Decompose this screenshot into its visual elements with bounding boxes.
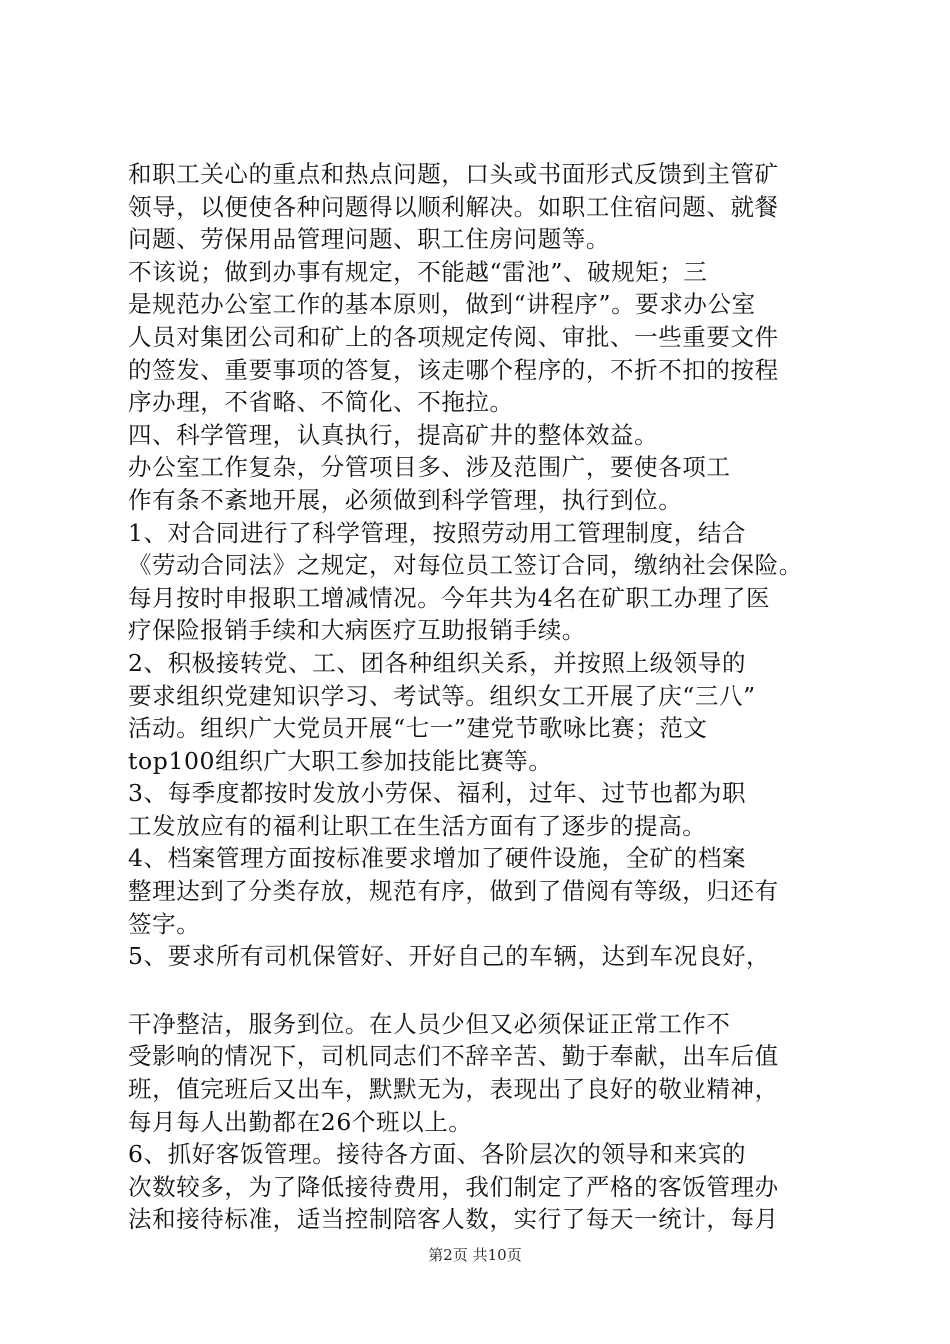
text-line: 每月每人出勤都在26个班以上。: [128, 1107, 473, 1136]
text-line: 办公室工作复杂，分管项目多、涉及范围广，要使各项工: [128, 453, 731, 482]
text-line: 受影响的情况下，司机同志们不辞辛苦、勤于奉献，出车后值: [128, 1042, 779, 1071]
text-line: 2、积极接转党、工、团各种组织关系，并按照上级领导的: [128, 648, 747, 677]
text-line: 不该说；做到办事有规定，不能越“雷池”、破规矩；三: [128, 257, 708, 286]
page-number-footer: 第2页 共10页: [428, 1246, 522, 1264]
text-line: 5、要求所有司机保管好、开好自己的车辆，达到车况良好，: [128, 942, 771, 971]
text-line: 《劳动合同法》之规定，对每位员工签订合同，缴纳社会保险。: [128, 551, 803, 580]
text-line: 4、档案管理方面按标准要求增加了硬件设施，全矿的档案: [128, 844, 747, 873]
text-line: 干净整洁，服务到位。在人员少但又必须保证正常工作不: [128, 1009, 731, 1038]
text-line: 序办理，不省略、不简化、不拖拉。: [128, 388, 514, 417]
paragraph-gap: [128, 973, 848, 1008]
text-line: 和职工关心的重点和热点问题，口头或书面形式反馈到主管矿: [128, 160, 779, 188]
text-line: 作有条不紊地开展，必须做到科学管理，执行到位。: [128, 485, 683, 514]
text-line: 每月按时申报职工增减情况。今年共为4名在矿职工办理了医: [128, 583, 771, 612]
text-line: 次数较多，为了降低接待费用，我们制定了严格的客饭管理办: [128, 1172, 779, 1201]
text-line: 疗保险报销手续和大病医疗互助报销手续。: [128, 616, 586, 645]
text-line: 签字。: [128, 909, 201, 938]
text-line: 人员对集团公司和矿上的各项规定传阅、审批、一些重要文件: [128, 322, 779, 351]
text-line: 问题、劳保用品管理问题、职工住房问题等。: [128, 225, 610, 254]
text-line: 1、对合同进行了科学管理，按照劳动用工管理制度，结合: [128, 518, 747, 547]
text-line: 6、抓好客饭管理。接待各方面、各阶层次的领导和来宾的: [128, 1140, 747, 1169]
text-line: 班，值完班后又出车，默默无为，表现出了良好的敬业精神，: [128, 1075, 779, 1104]
text-line: top100组织广大职工参加技能比赛等。: [128, 746, 553, 775]
text-line: 的签发、重要事项的答复，该走哪个程序的，不折不扣的按程: [128, 355, 779, 384]
text-line: 工发放应有的福利让职工在生活方面有了逐步的提高。: [128, 811, 707, 840]
document-body: [128, 158, 848, 1236]
text-line: 是规范办公室工作的基本原则，做到“讲程序”。要求办公室: [128, 290, 756, 319]
text-line: 要求组织党建知识学习、考试等。组织女工开展了庆“三八”: [128, 681, 756, 710]
section-heading: 四、科学管理，认真执行，提高矿井的整体效益。: [128, 420, 659, 449]
text-line: 整理达到了分类存放，规范有序，做到了借阅有等级，归还有: [128, 877, 779, 906]
text-line: 法和接待标准，适当控制陪客人数，实行了每天一统计，每月: [128, 1205, 779, 1234]
text-line: 活动。组织广大党员开展“七一”建党节歌咏比赛；范文: [128, 714, 708, 743]
text-line: 3、每季度都按时发放小劳保、福利，过年、过节也都为职: [128, 779, 747, 808]
text-line: 领导，以便使各种问题得以顺利解决。如职工住宿问题、就餐: [128, 192, 779, 221]
